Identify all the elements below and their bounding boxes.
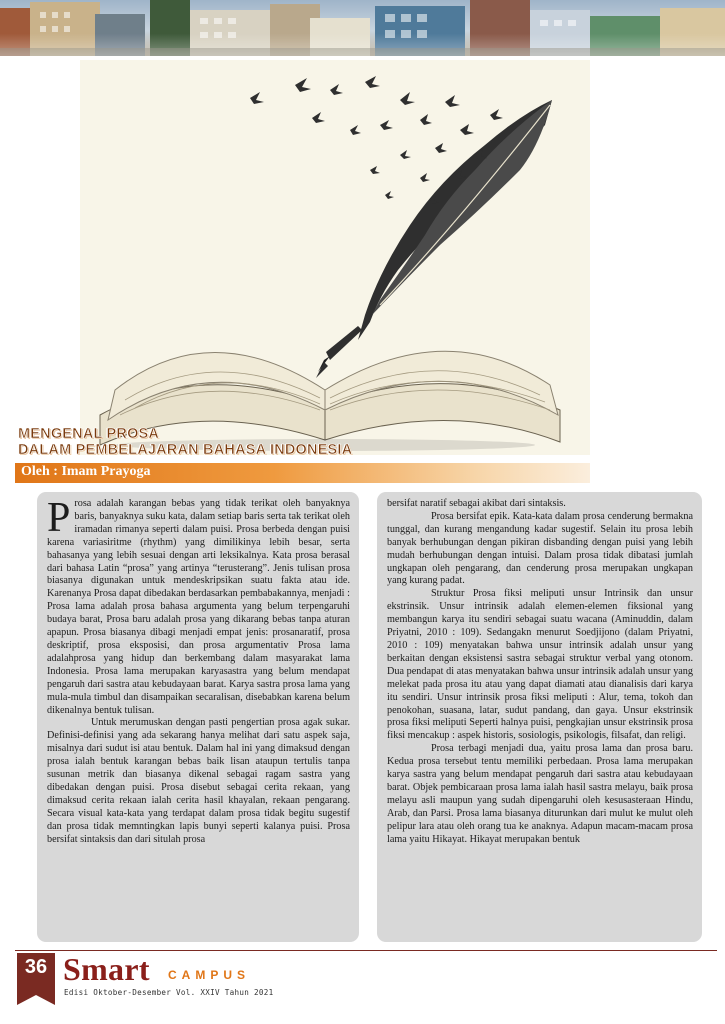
author-name: Oleh : Imam Prayoga xyxy=(21,464,151,479)
title-line-1: MENGENAL PROSA xyxy=(18,426,160,442)
brand-logo: Smart xyxy=(63,951,150,987)
hero-illustration xyxy=(80,60,590,455)
title-line-2: DALAM PEMBELAJARAN BAHASA INDONESIA xyxy=(18,442,353,458)
paragraph: Untuk merumuskan dengan pasti pengertian prosa agak sukar. Definisi-definisi yang ada sekarang hanya melihat dari satu aspek saja, misalnya dari sudut isi atau bentuk. Dalam hal ini yang dimaksud dengan prosa ialah bentuk karangan bebas baik lisan ataupun tertulis tanpa susunan metrik dan biasanya dikenal sebagai ragam sastra yang dibedakan dengan puisi. Prosa disebut sebagai cerita rekaan, yang dimaksud cerita rekaan ialah cerita hasil khayalan, rekaan pengarang. Secara visual kata-kata yang terdapat dalam prosa tidak begitu sugestif dan prosa tidak memntingkan lapis bunyi seperti kalanya puisi. Prosa bersifat sintaksis dan dari situlah prosa xyxy=(47,717,350,845)
article-title xyxy=(18,426,578,458)
header-photo-strip xyxy=(0,0,725,56)
article-column-right xyxy=(377,492,702,942)
paragraph: Struktur Prosa fiksi meliputi unsur Intrinsik dan unsur ekstrinsik. Unsur intrinsik adalah elemen-elemen fiksional yang membangun karya itu sendiri sebagai suatu wacana (Aminuddin, dalam Priyatni, 2010 : 109). Sedangakn menurut Soedjijono (dalam Priyatni, 2010 : 109) menyatakan bahwa unsur intrinsik adalah unsur yang berkaitan dengan eksistensi sastra sebagai struktur verbal yang otonom. Dua pendapat di atas menyatakan bahwa unsur intrinsik adalah unsur yang melekat pada prosa itu atau yang dapat diamati atau dianalisis dari karya itu sendiri. Unsur intrinsik prosa fiksi meliputi : Alur, tema, tokoh dan penokohan, suasana, latar, sudut pandang, dan gaya. Unsur ekstrinsik prosa fiksi meliputi Seperti halnya puisi, pengkajian unsur ekstrinsik prosa fiksi mencakup : aspek historis, sosiologis, psikologis, filsafat, dan religi. xyxy=(387,588,693,742)
article-column-left xyxy=(37,492,359,942)
author-bar xyxy=(15,463,590,483)
paragraph xyxy=(47,495,350,717)
paragraph: bersifat naratif sebagai akibat dari sintaksis. xyxy=(387,498,566,509)
paragraph: Prosa terbagi menjadi dua, yaitu prosa lama dan prosa baru. Kedua prosa tersebut tentu memiliki perbedaan. Prosa lama merupakan karya sastra yang belum mendapat pengaruh dari sastra atau kebudayaan barat. Objek pembicaraan prosa lama ialah hasil sastra melayu, baik prosa melayu asli maupun yang sudah dipengaruhi oleh kesusasteraan Hindu, Arab, dan Parsi. Prosa lama biasanya diturunkan dari mulut ke mulut oleh pelipur lara atau oleh orang tua ke anaknya. Adapun macam-macam prosa lama yaitu Hikayat. Hikayat merupakan bentuk xyxy=(387,743,693,845)
feather-quill-book-icon xyxy=(80,60,590,455)
drop-cap: P xyxy=(47,495,71,541)
page-number: 36 xyxy=(24,956,48,978)
edition-info: Edisi Oktober-Desember Vol. XXIV Tahun 2021 xyxy=(64,988,274,997)
paragraph: Prosa bersifat epik. Kata-kata dalam prosa cenderung bermakna tunggal, dan kurang mengandung kadar sugestif. Selain itu prosa lebih banyak berhubungan dengan pikiran disbanding dengan puisi yang lebih mudah berhubungan dengan intuisi. Dalam prosa tidak dibatasi jumlah ungkapan oleh pengarang, dan cenderung prosa merupakan ungkapan yang kurang padat. xyxy=(387,510,693,587)
banner-fade-overlay xyxy=(0,0,725,56)
brand-subtitle: CAMPUS xyxy=(168,968,251,982)
paragraph-text: rosa adalah karangan bebas yang tidak terikat oleh banyaknya baris, banyaknya suku kata, dalam setiap baris serta tak terikat oleh iramadan rimanya seperti dalam puisi. Prosa berbeda dengan puisi karena variasiritme (rhythm) yang dimilikinya lebih besar, serta bahasanya yang lebih sesuai dengan arti leksikalnya. Kata prosa berasal dari bahasa Latin “prosa” yang artinya “terusterang”. Jenis tulisan prosa biasanya digunakan untuk mendeskripsikan suatu fakta atau ide. Karenanya Prosa dapat dibedakan berdasarkan pembabakannya, menjadi : Prosa lama adalah prosa bahasa argumenta yang belum terpengaruhi budaya barat, Prosa baru adalah prosa yang dikarang bebas tanpa aturan apapun. Prosa biasanya dibagi menjadi empat jenis: prosanaratif, prosa deskriptif, prosa eksposisi, dan prosa argumentativ Prosa lama adalahprosa yang hidup dan berkembang dalam masyarakat lama Indonesia. Prosa lama merupakan karyasastra yang belum mendapat pengaruh dari sastra atau kebudayaan barat. Karya sastra prosa lama yang mula-mula timbul dan disampaikan secaralisan, disebabkan karena belum dikenalnya bentuk tulisan. xyxy=(47,498,350,716)
quill-pen-icon xyxy=(316,100,552,378)
page-number-badge xyxy=(17,953,55,995)
